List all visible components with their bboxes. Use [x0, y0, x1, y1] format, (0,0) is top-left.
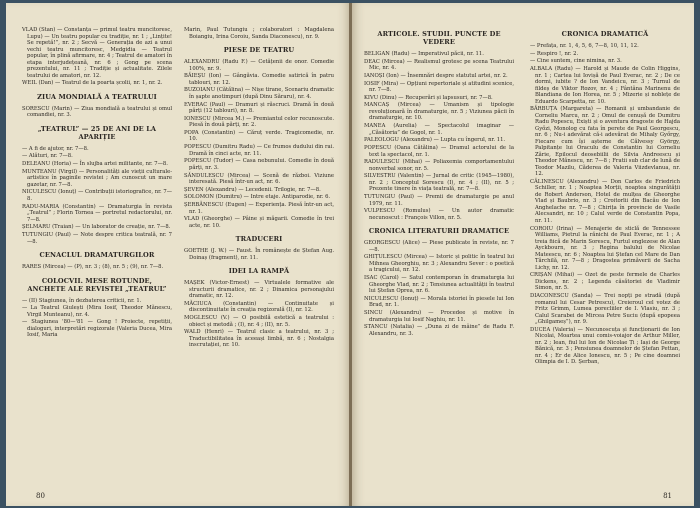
index-entry: POPESCU (Dumitru Radu) — Ce frumos dudului din rai. Dramă în cinci acte, nr. 11. — [184, 144, 334, 157]
index-entry: MANEA (Aurelia) — Spectacolul imaginar — „Căsătoria” de Gogol, nr. 1. — [364, 123, 514, 136]
index-entry: ALEXANDRU (Radu F.) — Cetățenii de onor. Comedie 100%, nr. 9. — [184, 59, 334, 72]
section-heading: PIESE DE TEATRU — [223, 46, 295, 54]
index-entry: WEIL (Dan) — Teatrul de la poarta școlii, nr. 1, nr. 2. — [22, 80, 163, 87]
index-entry: IONESCU (Mircea M.) — Premiantul celor recunoscute. Piesă în două părți, nr. 2. — [184, 115, 334, 129]
index-entry: KIVU (Dinu) — Recuperări și lapsusuri, nr. 7—8. — [364, 94, 493, 101]
index-entry: TUTUNGIU (Paul) — Note despre critica teatrală, nr. 7—8. — [22, 232, 172, 245]
section-heading: ZIUA MONDIALĂ A TEATRULUI — [37, 92, 157, 101]
page-number-right: 81 — [663, 492, 672, 500]
index-entry: SORESCU (Marin) — Ziua mondială a teatrului și omul comandiei, nr. 3. — [22, 105, 172, 119]
index-entry: IANOȘI (Ion) — Însemnări despre statutul artei, nr. 2. — [364, 72, 508, 79]
index-entry: SĂNDULESCU (Mircea) — Scenă de război. Viziune interesată. Piesă într-un act, nr. 6. — [184, 172, 334, 185]
index-entry: MĂCIUCA (Constantin) — Continuitate și discontinuitate în creația regizorală (I), nr. 12. — [184, 300, 334, 314]
index-entry: DEAC (Mircea) — Realismul grotesc pe scena Teatrului Mic, nr. 4. — [364, 58, 514, 72]
right-page-column-1 — [364, 27, 514, 338]
index-entry: ALBALA (Radu) — Harold și Maude de Colin Higgins, nr. 1 ; Cartea lui Iovișă de Paul Everac, nr. 2 ; De ce dormi, iubite ? de Ion Vandeicu, nr. 3 ; Turnul de fildeș de Viktor Rozov, nr. 4 ; Fântâna Marinenu de Blandiana de Ion Horea, nr. 5 ; Mizerie și noblețe de Eduardo Scarpetta, nr. 10. — [530, 66, 680, 105]
index-entry: POPESCU (Oana Cătălina) — Dramul actorului de la text la spectacol, nr. 1. — [364, 145, 514, 158]
index-entry: Marin, Paul Tutungiu ; colaboratori : Magdalena Boiangiu, Irina Coroiu, Sanda Diaconescu), nr. 9. — [184, 27, 334, 40]
index-entry: — Stagiunea '80—'81 — Gong ! Proiecte, repetiții, dialoguri, interpretări regizorale (Valeria Ducea, Mira Iosif, Maria — [22, 319, 172, 339]
index-entry: CRIȘAN (Mihai) — Ozet de peste fermele de Charles Dickens, nr. 2 ; Legenda căsătoriei de Vladimir Simon, nr. 5. — [530, 272, 680, 292]
index-entry: ȘELMARU (Traian) — Un laborator de creație, nr. 7—8. — [22, 224, 171, 231]
index-entry: TUTUNGIU (Paul) — Premii de dramaturgie pe anul 1979, nr. 11. — [364, 194, 514, 207]
index-entry: — (II) Stagiunea, în dezbaterea criticii, nr. 1. — [22, 297, 142, 304]
section-heading: IDEI LA RAMPĂ — [228, 267, 290, 276]
index-entry: BELIGAN (Radu) — Imperativul păcii, nr. 11. — [364, 51, 484, 57]
index-entry: POPESCU (Tudor) — Casa nebunului. Comedie în două părți, nr. 3. — [184, 158, 334, 171]
index-entry: RADULESCU (Mihai) — Poliaxemia comportamentului nonverbal sonor, nr. 5. — [364, 159, 514, 172]
index-entry: ȘERBĂNESCU (Eugen) — Experiența. Piesă într-un act, nr. 1. — [184, 202, 334, 215]
index-entry: GEORGESCU (Alice) — Piese publicate în reviste, nr. 7—8. — [364, 240, 514, 253]
index-entry: SOLOMON (Dumitru) — Intre etaje. Antiparodie, nr. 6. — [184, 194, 331, 201]
index-entry: DUCEA (Valeria) — Necunoscuța și funcționarii de Ion Nicolai, Moartea unui comis-voiajor de Arthur Miller, nr. 2 ; Iean, fiul lui Ion de Nicolae Ți ; Iași de George Bănică, nr. 3 ; Pensiunea doamnelor de Ștefan Pettan, nr. 4 ; Er de Alice Ionescu, nr. 5 ; Pe cine doamnei Olimpia de I. D. Șerban, — [530, 326, 680, 366]
index-entry: — La Teatrul Giulești (Mira Iosif, Theodor Mănescu, Virgil Munteanu), nr. 4. — [22, 305, 172, 318]
section-heading: CRONICA LITERATURII DRAMATICE — [368, 227, 510, 236]
section-heading: TRADUCERI — [235, 235, 283, 244]
index-entry: EVERAC (Paul) — Dramuri și răscruci. Dramă în două părți (12 tablouri), nr. 8. — [184, 101, 334, 115]
index-entry: WALD (Henri) — Teatrul clasic a teatrului, nr. 3 ; Traductibilitatea în aceeași limbă, nr. 6 ; Nostalgia inscrutației, nr. 10. — [184, 329, 334, 349]
index-entry: BĂRBUȚA (Margareta) — Romanii și umbandanie de Corneliu Marcu, nr. 2 ; Omul de cenușă de Dumitru Radu Popescu, Exiști și o aventura dragoste de Hajda Győzi, Monolog cu fata în perete de Paul Georgescu, nr. 6 ; Nu-i adevărat că-i adevărat de Mihaly Győrgy, Fiecare cum își așterne de Călvessy György, Palpitanțe lui Oraculu de Constantin lui Corneliu Zărie, Epilocul deosebiilii de Silvia Andreescu și Theodor Mănescu, nr. 7—8 ; Fratii sub clar de lună de Teodor Mazilu, Căderea de Valeria Viizdevlanua, nr. 12. — [530, 106, 680, 178]
index-entry: POPA (Constantin) — Căruț verde. Tragicomedie, nr. 10. — [184, 129, 334, 143]
right-page-column-2 — [530, 27, 680, 367]
index-entry: GOETHE (J. W.) — Faust. În românește de Ștefan Aug. Doinaș (fragment), nr. 11. — [184, 248, 334, 261]
index-entry: NICULESCU (Ionuț) — Contribuții istoriografice, nr. 7—8. — [22, 189, 172, 202]
page-number-left: 80 — [36, 492, 45, 500]
index-entry: MUNTEANU (Virgil) — Personalități ale vieții culturale-artistice în paginile revistei ; Am cunoscut un mare gazetar, nr. 7—8. — [22, 168, 172, 188]
book-spread — [6, 3, 694, 506]
index-entry: MANCAȘ (Mircea) — Umanism și tipologie revoluționară în dramaturgie, nr. 5 ; Viziunea păcii în dramaturgie, nr. 10. — [364, 102, 514, 122]
index-entry: PALEOLOGU (Alexandru) — Lupta cu îngerul, nr. 11. — [364, 137, 506, 144]
index-entry: RADU-MARIA (Constantin) — Dramaturgia în revista „Teatrul” ; Florin Tornea — portretul redactorului, nr. 7—8. — [22, 203, 172, 223]
index-entry: GHIȚULESCU (Mircea) — Istoric și politic în teatrul lui Mihnea Gheorghiu, nr. 3 ; Alexandru Sever : o poetică a tragicului, nr. 12. — [364, 254, 514, 274]
index-entry: SILVESTRU (Valentin) — Jurnal de critic (1945—1980), nr. 2 ; Conceptul Sorescu (I), nr. 4 ; (II), nr. 5 ; Prezente tinere în viața teatrală, nr. 7—8. — [364, 173, 514, 193]
index-entry: VULPESCU (Romulus) — Un autor dramatic necunoscut : François Villon, nr. 5. — [364, 208, 514, 221]
index-entry: BUZOIANU (Cătălina) — Nișe tirane, Scenariu dramatic în șapte anotimpuri (după Dinu Săraru), nr. 4. — [184, 87, 334, 100]
index-entry: — Prefața, nr. 1, 4, 5, 6, 7—8, 10, 11, 12. — [530, 43, 639, 49]
index-entry: ISAC (Carol) — Satul contemporan în dramaturgia lui Gheorghe Vlad, nr. 2 ; Tensiunea actualității în teatrul lui Ștefan Oprea, nr. 6. — [364, 275, 514, 295]
section-heading: ARTICOLE. STUDII. PUNCTE DE VEDERE — [377, 30, 501, 46]
index-entry: MOGLESCU (V.) — O posibilă estetică a teatrului : obiect și metodă ; (I), nr. 4 ; (II), nr. 5. — [184, 315, 334, 328]
index-entry: RARES (Mircea) — (P), nr. 3 ; (8), nr. 5 ; (9), nr. 7—8. — [22, 264, 164, 270]
left-page-column-2 — [184, 27, 334, 350]
section-heading: COLOCVII. MESE ROTUNDE, ANCHETE ALE REVISTEI „TEATRUL” — [27, 276, 167, 293]
section-heading: CRONICA DRAMATICĂ — [561, 30, 649, 38]
index-entry: — Cine suntem, cine nimina, nr. 3. — [530, 58, 622, 65]
index-entry: MAȘEK (Victor-Ernest) — Virtualele formative ale structurii dramatice, nr. 2 ; Dinamica personajului dramatic, nr. 12. — [184, 280, 334, 300]
index-entry: NICULESCU (Ionuț) — Morala istoriei în piesele lui Ion Brad, nr. 1. — [364, 295, 514, 309]
index-entry: STANCU (Natalia) — „Duna zi de mâine” de Radu F. Alexandru, nr. 3. — [364, 324, 514, 337]
index-entry: — Respiro !, nr. 2. — [530, 50, 579, 57]
section-heading: „TEATRUL” — 25 DE ANI DE LA APARIȚIE — [37, 124, 157, 141]
index-entry: VLAD (Stan) — Constanța — primul teatru muncitoresc, Lupu) — Un teatru popular cu tradiție, nr. 1 ; „Lințite! Se repetă!”, nr. 2 ; Secvă — Generația de azi a unui vechi teatru muncitoresc, Medgidia — Teatrul popular, în plină afirmare, nr. 4 ; Teatrul de amatori în etapa interjudețeană, nr. 6 ; Gong pe scena prezentului, nr. 11 ; Tradiție și actualitate. Zilele teatrului de amatori, nr. 12. — [22, 27, 172, 79]
index-entry: DELEANU (Horia) — În slujba artei militante, nr. 7—8. — [22, 161, 168, 168]
index-entry: DIACONESCU (Sanda) — Trei nopți pe stradă (după romanul lui Cesar Petrescu), Creieroul cel votez de Fritz Grimm, Lumea porecliiler de I. Vlasiu, nr. 3 ; Calul Scarabei de Mircea Petre Suciu (după epopeea „Ghilgameș”), nr. 9. — [530, 293, 680, 325]
index-entry: — Alături, nr. 7—8. — [22, 153, 73, 160]
left-page-column-1 — [22, 27, 172, 340]
page-right — [352, 3, 694, 506]
index-entry: SINCU (Alexandru) — Procedee și motive în dramaturgia lui Iosif Naghiu, nr. 11. — [364, 310, 514, 323]
index-entry: CĂLINESCU (Alexandru) — Don Carlos de Friedrich Schiller, nr. 1 ; Noaptea Morții, noaptea singurătății de Robert Anderson, Hotel de mulțea de Gheorghe Vlad și Baubrio, nr. 3 ; Croitorlii din Bacău de Ion Anghelache nr. 7—8 ; Chirița în provincie de Vasile Alecsandri, nr. 10 ; Calul verde de Constantin Popa, nr. 11. — [530, 178, 680, 224]
section-heading: CENACLUL DRAMATURGILOR — [39, 251, 155, 259]
index-entry: ȘEVEN (Alexandru) — Lecedenii. Trilogie, nr. 7—8. — [184, 186, 321, 193]
index-entry: COROIU (Irina) — Menajerie de sticlă de Tennessee Williams, Pietrul la rănichi de Paul Everac, nr. 1 ; A treia fiică de Marin Sorescu, Furtul englezese de Alan Ayckbourn, nr. 3 ; Regina balului de Nicolae Mateescu, nr. 6 ; Noaptea lui Ștefan cel Mare de Dan Tărchilă, nr. 7—8 ; Dragostea primăverii de Sacha Lichy, nr. 12. — [530, 225, 680, 271]
index-entry: VLAD (Gheorghe) — Pâine și măgarii. Comedie în trei acte, nr. 10. — [184, 216, 334, 229]
index-entry: BĂIEȘU (Ion) — Gângăvia. Comedie satirică în patru tablouri, nr. 12. — [184, 73, 334, 86]
page-left — [6, 3, 350, 506]
index-entry: IOSIF (Mira) — Opțiuni repertoriale și atitudini scenice, nr. 7—8. — [364, 80, 514, 94]
index-entry: — A fi de ajutor, nr. 7—8. — [22, 145, 89, 152]
